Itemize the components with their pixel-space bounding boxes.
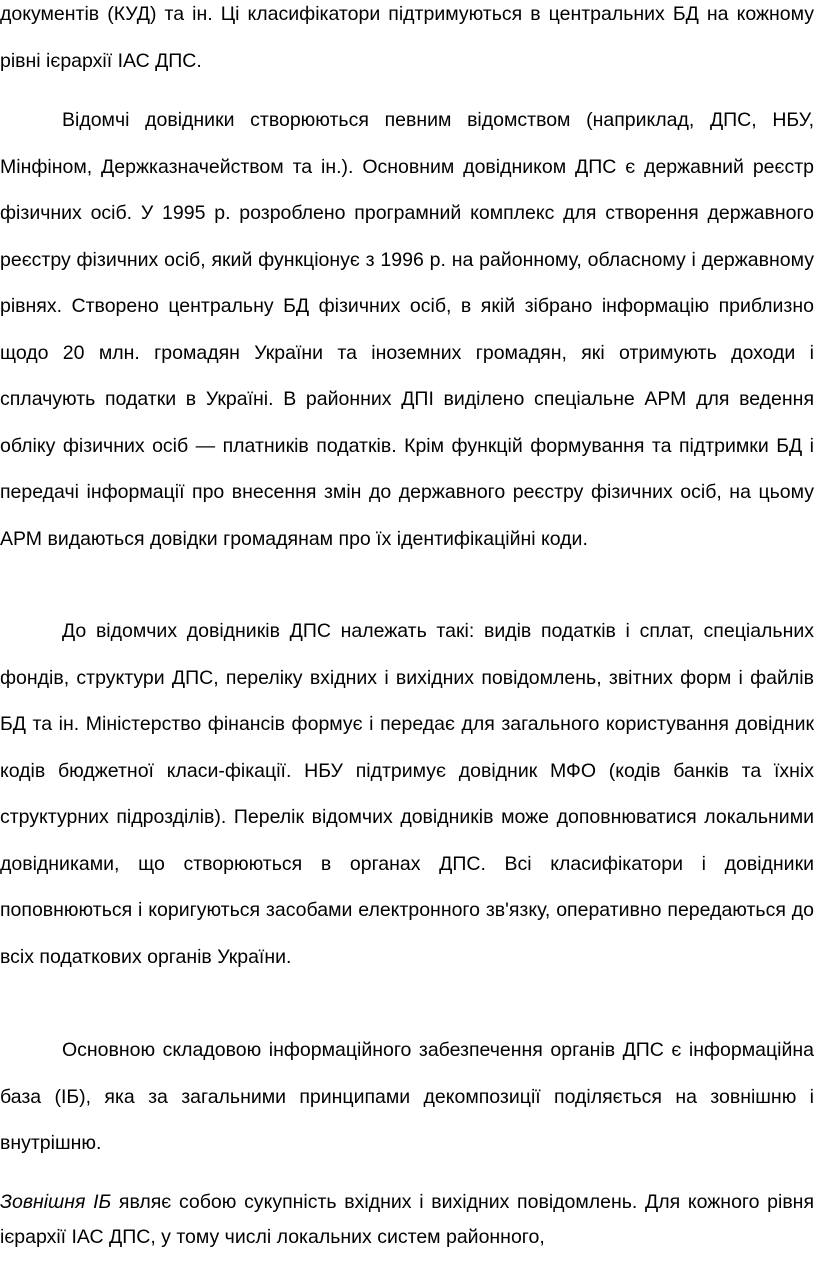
paragraph-text: являє собою сукупність вхідних і вихідних повідомлень. Для кожного рівня ієрархії ІАС ДПС, у тому числі локальних систем районного, xyxy=(0,1191,815,1248)
paragraph-departmental-references xyxy=(0,97,814,562)
paragraph-information-base xyxy=(0,1027,814,1167)
paragraph-dps-references xyxy=(0,608,814,980)
paragraph-external-ib xyxy=(0,1185,814,1255)
paragraph-text: Основною складовою інформаційного забезпечення органів ДПС є інформаційна база (ІБ), яка за загальними принципами декомпозиції поділяється на зовнішню і внутрішню. xyxy=(0,1039,814,1154)
paragraph-text: Відомчі довідники створюються певним відомством (наприклад, ДПС, НБУ, Мінфіном, Держказначейством та ін.). Основним довідником ДПС є державний реєстр фізичних осіб. У 1995 р. розроблено програмний комплекс для створення державного реєстру фізичних осіб, який функціонує з 1996 р. на районному, обласному і державному рівнях. Створено центральну БД фізичних осіб, в якій зібрано інформацію приблизно щодо 20 млн. громадян України та іноземних громадян, які отримують доходи і сплачують податки в Україні. В районних ДПІ виділено спеціальне АРМ для ведення обліку фізичних осіб — платників податків. Крім функцій формування та підтримки БД і передачі інформації про внесення змін до державного реєстру фізичних осіб, на цьому АРМ видаються довідки громадянам про їх ідентифікаційні коди. xyxy=(0,109,814,550)
paragraph-term: Зовнішня ІБ xyxy=(0,1191,112,1213)
paragraph-continuation xyxy=(0,0,814,84)
paragraph-text: документів (КУД) та ін. Ці класифікатори підтримуються в центральних БД на кожному рівні ієрархії ІАС ДПС. xyxy=(0,3,814,72)
paragraph-text: До відомчих довідників ДПС належать такі: видів податків і сплат, спеціальних фондів, структури ДПС, переліку вхідних і вихідних повідомлень, звітних форм і файлів БД та ін. Міністерство фінансів формує і передає для загального користування довідник кодів бюджетної класи-фікації. НБУ підтримує довідник МФО (кодів банків та їхніх структурних підрозділів). Перелік відомчих довідників може доповнюватися локальними довідниками, що створюються в органах ДПС. Всі класифікатори і довідники поповнюються і коригуються засобами електронного зв'язку, оперативно передаються до всіх податкових органів України. xyxy=(0,620,814,968)
